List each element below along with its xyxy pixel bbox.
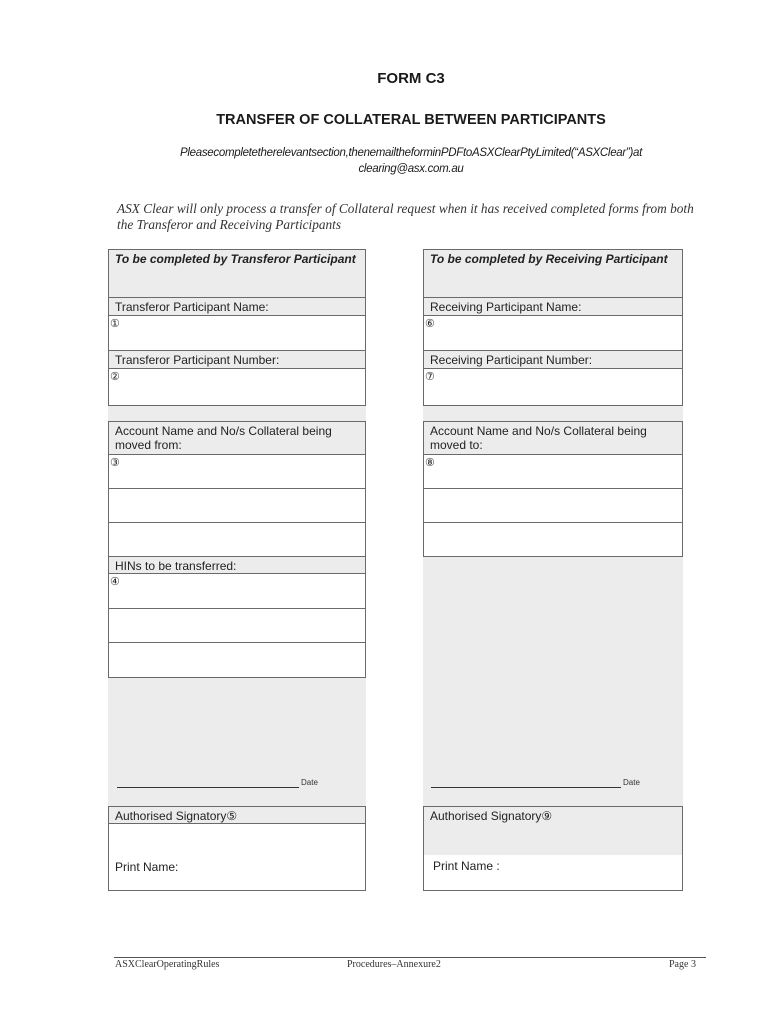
transferor-account-field-2[interactable]: [108, 488, 366, 523]
receiver-signatory-label: Authorised Signatory⑨: [423, 806, 683, 856]
transferor-date-label: Date: [301, 778, 318, 787]
receiver-header: To be completed by Receiving Participant: [423, 249, 683, 298]
transferor-name-field[interactable]: [108, 315, 366, 351]
instruction-line-1: Pleasecompletetherelevantsection,thenemailtheforminPDFtoASXClearPtyLimited(“ASXClear”)at: [180, 147, 642, 159]
receiver-number-field[interactable]: [423, 368, 683, 406]
marker-7: ⑦: [425, 371, 435, 383]
footer-section: Procedures–Annexure2: [347, 959, 441, 970]
marker-6: ⑥: [425, 318, 435, 330]
hins-label: HINs to be transferred:: [108, 556, 366, 574]
marker-4: ④: [110, 576, 120, 588]
transferor-account-field-3[interactable]: [108, 522, 366, 557]
marker-3: ③: [110, 457, 120, 469]
transferor-signature-line[interactable]: [117, 787, 299, 788]
receiver-date-label: Date: [623, 778, 640, 787]
transferor-header: To be completed by Transferor Participant: [108, 249, 366, 298]
transferor-signatory-field[interactable]: [108, 823, 366, 891]
footer-page-number: Page 3: [669, 959, 696, 970]
receiver-signature-line[interactable]: [431, 787, 621, 788]
transferor-number-label: Transferor Participant Number:: [108, 350, 366, 369]
transferor-account-label: Account Name and No/s Collateral being moved from:: [108, 421, 366, 455]
receiver-account-label: Account Name and No/s Collateral being moved to:: [423, 421, 683, 455]
instruction-email: clearing@asx.com.au: [358, 163, 464, 175]
form-title: FORM C3: [377, 70, 445, 87]
footer-rules-name: ASXClearOperatingRules: [115, 959, 220, 970]
receiver-number-label: Receiving Participant Number:: [423, 350, 683, 369]
transferor-name-label: Transferor Participant Name:: [108, 297, 366, 316]
transferor-signatory-label: Authorised Signatory⑤: [108, 806, 366, 824]
marker-8: ⑧: [425, 457, 435, 469]
transferor-account-field-1[interactable]: [108, 454, 366, 489]
transferor-print-name-label: Print Name:: [115, 860, 179, 874]
hins-field-3[interactable]: [108, 642, 366, 678]
marker-1: ①: [110, 318, 120, 330]
receiver-name-label: Receiving Participant Name:: [423, 297, 683, 316]
hins-field-1[interactable]: [108, 573, 366, 609]
marker-2: ②: [110, 371, 120, 383]
processing-notice: ASX Clear will only process a transfer of Collateral request when it has received completed forms from both the Transferor and Receiving Participants: [117, 201, 694, 232]
receiver-print-name-label: Print Name :: [433, 859, 500, 873]
receiver-name-field[interactable]: [423, 315, 683, 351]
footer-rule: [114, 957, 706, 958]
form-heading: TRANSFER OF COLLATERAL BETWEEN PARTICIPANTS: [216, 112, 606, 128]
receiver-account-field-1[interactable]: [423, 454, 683, 489]
receiver-account-field-2[interactable]: [423, 488, 683, 523]
receiver-print-name-field[interactable]: [423, 855, 683, 891]
transferor-number-field[interactable]: [108, 368, 366, 406]
hins-field-2[interactable]: [108, 608, 366, 643]
receiver-account-field-3[interactable]: [423, 522, 683, 557]
